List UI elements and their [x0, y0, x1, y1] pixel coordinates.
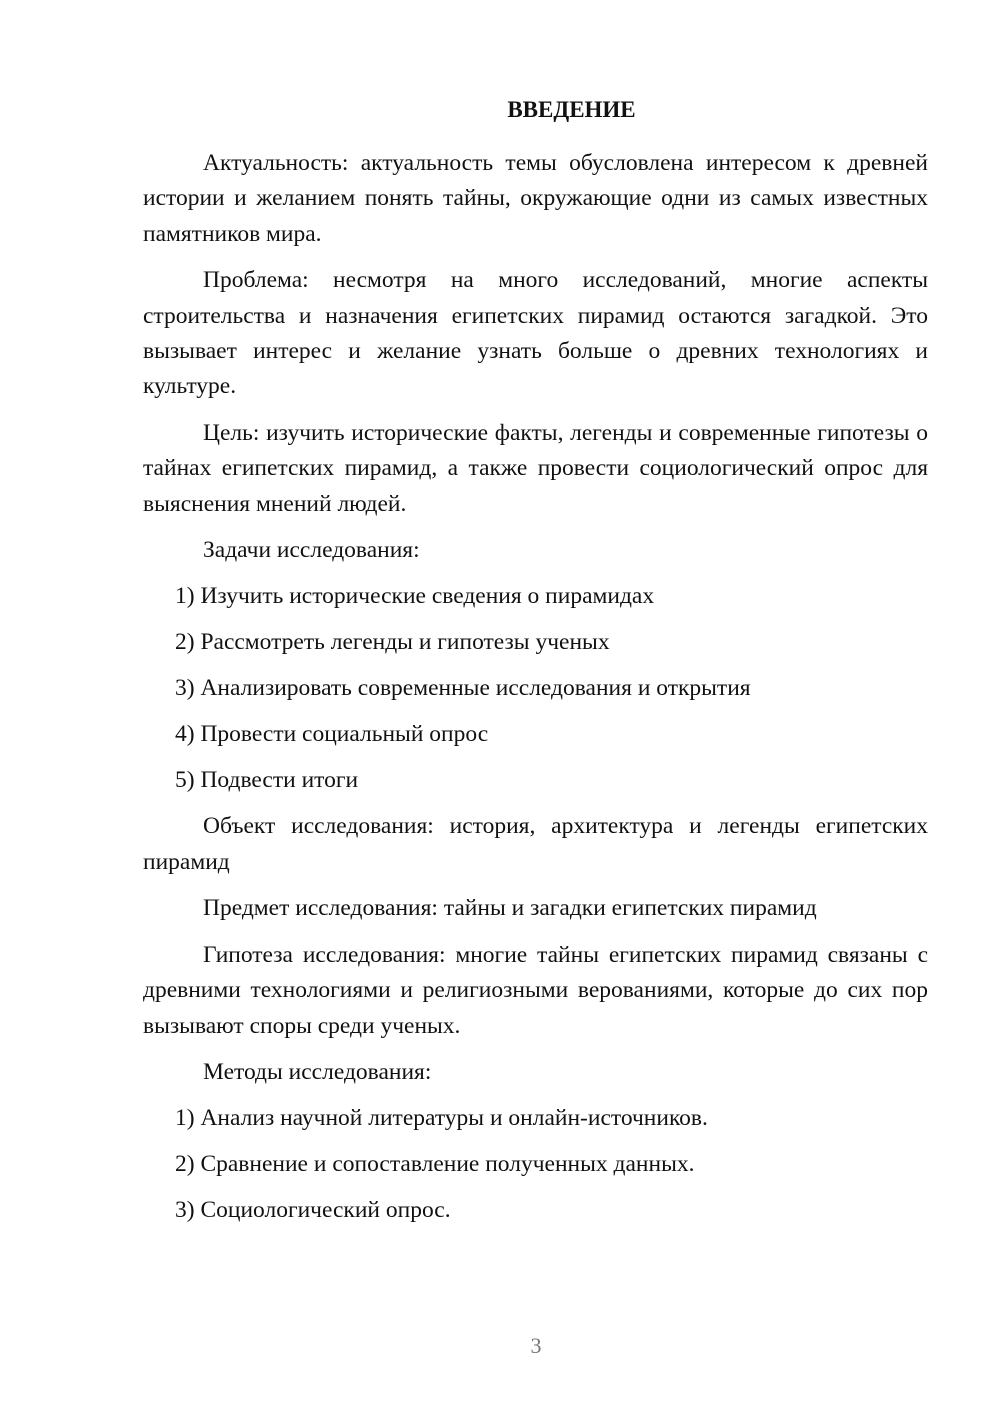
methods-heading: Методы исследования:	[203, 1058, 432, 1085]
page-number: 3	[530, 1333, 542, 1358]
subject-paragraph: Предмет исследования: тайны и загадки египетских пирамид	[203, 895, 817, 922]
task-item: 2) Рассмотреть легенды и гипотезы ученых	[175, 629, 610, 656]
task-item: 5) Подвести итоги	[175, 767, 359, 794]
relevance-paragraph: Актуальность: актуальность темы обусловлена интересом к древней истории и желанием понять тайны, окружающие одни из самых известных памятников мира.	[143, 150, 928, 247]
hypothesis-paragraph: Гипотеза исследования: многие тайны египетских пирамид связаны с древними технологиями и религиозными верованиями, которые до сих пор вызывают споры среди ученых.	[143, 941, 928, 1039]
method-item: 3) Социологический опрос.	[175, 1197, 451, 1224]
page-title: ВВЕДЕНИЕ	[507, 97, 636, 122]
goal-paragraph: Цель: изучить исторические факты, легенды и современные гипотезы о тайнах египетских пирамид, а также провести социологический опрос для выяснения мнений людей.	[143, 419, 928, 517]
task-item: 3) Анализировать современные исследования и открытия	[175, 675, 751, 702]
method-item: 2) Сравнение и сопоставление полученных данных.	[175, 1151, 695, 1178]
method-item: 1) Анализ научной литературы и онлайн-источников.	[175, 1105, 708, 1132]
tasks-heading: Задачи исследования:	[203, 537, 420, 564]
task-item: 4) Провести социальный опрос	[175, 721, 489, 748]
task-item: 1) Изучить исторические сведения о пирамидах	[175, 583, 655, 610]
page-content	[143, 92, 928, 1239]
object-paragraph: Объект исследования: история, архитектура и легенды египетских пирамид	[143, 813, 928, 875]
problem-paragraph: Проблема: несмотря на много исследований, многие аспекты строительства и назначения египетских пирамид остаются загадкой. Это вызывает интерес и желание узнать больше о древних технологиях и культуре.	[143, 267, 928, 400]
